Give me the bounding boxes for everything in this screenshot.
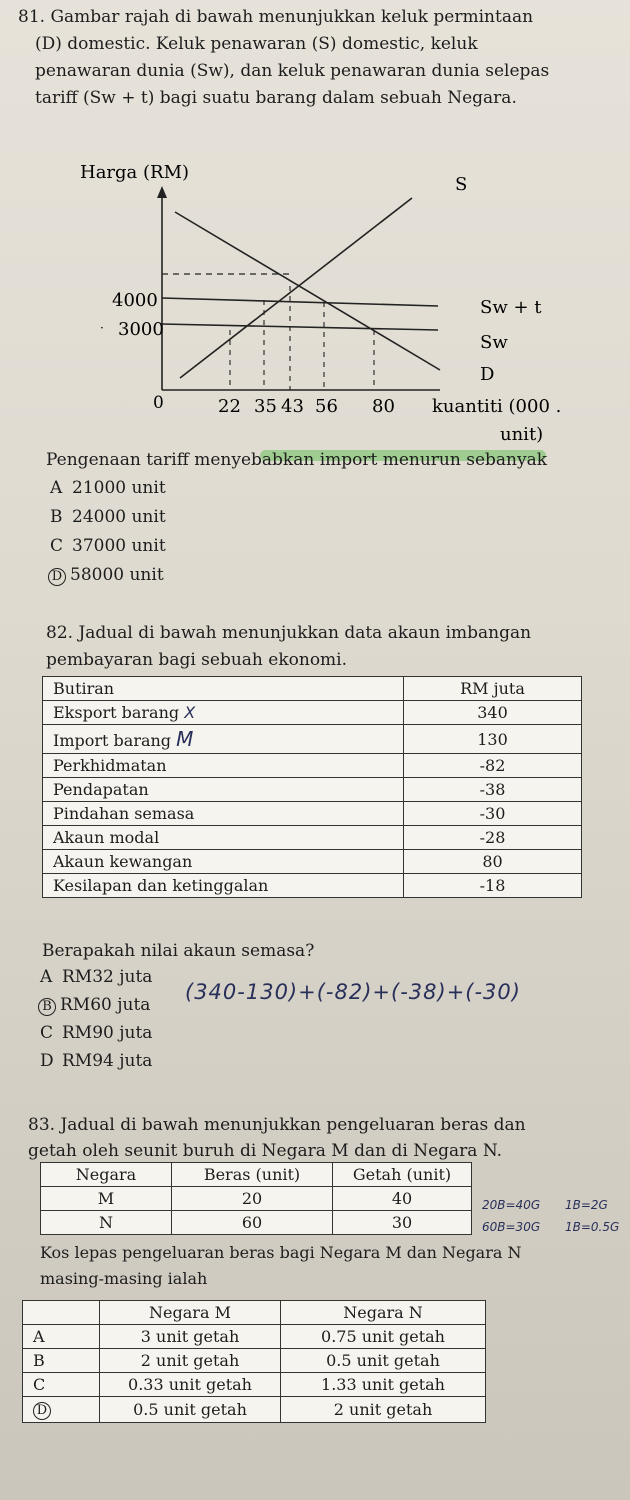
cell-m: 0.5 unit getah — [100, 1397, 281, 1423]
q81-line-4: tariff (Sw + t) bagi suatu barang dalam sebuah Negara. — [35, 88, 517, 108]
y-tick-3000: 3000 — [118, 319, 164, 340]
table-header-row — [23, 1301, 486, 1325]
balance-of-payments-table — [42, 676, 582, 898]
cell-getah: 40 — [333, 1187, 472, 1211]
row-label: Pindahan semasa — [43, 802, 404, 826]
cell-n: 1.33 unit getah — [281, 1373, 486, 1397]
q83-stem — [28, 1112, 618, 1164]
option-letter: B — [23, 1349, 100, 1373]
series-s-line — [180, 198, 412, 378]
row-value: -18 — [404, 874, 582, 898]
row-label: Perkhidmatan — [43, 754, 404, 778]
chart-xlabel-line2: unit) — [500, 424, 544, 445]
header-negara-m: Negara M — [100, 1301, 281, 1325]
cell-beras: 60 — [172, 1211, 333, 1235]
q82-stem — [46, 620, 626, 674]
table-row — [43, 701, 582, 725]
cell-n: 0.75 unit getah — [281, 1325, 486, 1349]
option-letter: A — [23, 1325, 100, 1349]
header-blank — [23, 1301, 100, 1325]
table-row[interactable] — [23, 1349, 486, 1373]
q82-option-a[interactable]: A RM32 juta — [40, 967, 153, 987]
q81-option-a[interactable]: A 21000 unit — [50, 478, 166, 498]
table-row — [41, 1187, 472, 1211]
row-value: 80 — [404, 850, 582, 874]
series-d-line — [175, 212, 440, 370]
header-getah: Getah (unit) — [333, 1163, 472, 1187]
row-value: -28 — [404, 826, 582, 850]
row-label: Kesilapan dan ketinggalan — [43, 874, 404, 898]
x-tick-43: 43 — [281, 396, 304, 417]
q81-line-2: (D) domestic. Keluk penawaran (S) domestic, keluk — [35, 34, 478, 54]
x-tick-35: 35 — [254, 396, 277, 417]
header-negara: Negara — [41, 1163, 172, 1187]
x-tick-0: 0 — [153, 393, 164, 413]
cell-beras: 20 — [172, 1187, 333, 1211]
row-label: Import barang M — [43, 725, 404, 754]
series-swt-label: Sw + t — [480, 297, 542, 318]
handwritten-m: M — [176, 727, 194, 751]
handwritten-note-2: 1B=2G — [565, 1198, 608, 1212]
series-s-label: S — [455, 174, 468, 195]
q81-question: Pengenaan tariff menyebabkan import menurun sebanyak — [46, 450, 548, 470]
cell-m: 0.33 unit getah — [100, 1373, 281, 1397]
q81-option-b[interactable]: B 24000 unit — [50, 507, 166, 527]
table-header-row — [43, 677, 582, 701]
cell-m: 2 unit getah — [100, 1349, 281, 1373]
q83-question-line-1: Kos lepas pengeluaran beras bagi Negara M dan Negara N — [40, 1243, 522, 1262]
table-header-row — [41, 1163, 472, 1187]
table-row — [43, 874, 582, 898]
table-row[interactable] — [23, 1397, 486, 1423]
circled-answer-d: D — [33, 1402, 51, 1420]
header-beras: Beras (unit) — [172, 1163, 333, 1187]
option-letter — [23, 1397, 100, 1423]
cell-negara: N — [41, 1211, 172, 1235]
q81-line-3: penawaran dunia (Sw), dan keluk penawaran dunia selepas — [35, 61, 550, 81]
table-row — [43, 754, 582, 778]
q82-question: Berapakah nilai akaun semasa? — [42, 941, 315, 961]
x-tick-80: 80 — [372, 396, 395, 417]
row-value: -38 — [404, 778, 582, 802]
handwritten-note-3: 60B=30G — [482, 1220, 541, 1234]
q82-option-d[interactable]: D RM94 juta — [40, 1051, 153, 1071]
q82-line-2: pembayaran bagi sebuah ekonomi. — [46, 650, 348, 670]
series-sw-label: Sw — [480, 332, 508, 353]
q81-stem — [18, 4, 618, 112]
cell-negara: M — [41, 1187, 172, 1211]
table-row — [41, 1211, 472, 1235]
y-tick-4000: 4000 — [112, 290, 158, 311]
q83-line-2: getah oleh seunit buruh di Negara M dan di Negara N. — [28, 1141, 503, 1161]
row-label: Akaun kewangan — [43, 850, 404, 874]
series-sw-line — [162, 324, 438, 330]
q81-option-d[interactable]: D 58000 unit — [48, 564, 164, 586]
q83-question — [40, 1240, 620, 1292]
row-value: -82 — [404, 754, 582, 778]
row-value: 130 — [404, 725, 582, 754]
series-d-label: D — [480, 364, 495, 385]
circled-answer-b: B — [38, 998, 56, 1016]
table-row — [43, 725, 582, 754]
q82-option-b[interactable]: B RM60 juta — [38, 994, 150, 1016]
production-table — [40, 1162, 472, 1235]
table-row[interactable] — [23, 1373, 486, 1397]
table-row — [43, 826, 582, 850]
cell-n: 2 unit getah — [281, 1397, 486, 1423]
header-butiran: Butiran — [43, 677, 404, 701]
opportunity-cost-table — [22, 1300, 486, 1423]
table-row[interactable] — [23, 1325, 486, 1349]
q81-line-1: 81. Gambar rajah di bawah menunjukkan keluk permintaan — [18, 7, 534, 27]
table-row — [43, 850, 582, 874]
dot-mark: · — [100, 321, 104, 335]
row-label: Akaun modal — [43, 826, 404, 850]
header-rm-juta: RM juta — [404, 677, 582, 701]
q81-option-c[interactable]: C 37000 unit — [50, 536, 166, 556]
row-label: Pendapatan — [43, 778, 404, 802]
x-tick-22: 22 — [218, 396, 241, 417]
y-axis-arrow — [157, 186, 167, 198]
q82-line-1: 82. Jadual di bawah menunjukkan data akaun imbangan — [46, 623, 532, 643]
row-value: -30 — [404, 802, 582, 826]
circled-answer-d: D — [48, 568, 66, 586]
series-swt-line — [162, 298, 438, 306]
handwritten-note-4: 1B=0.5G — [565, 1220, 620, 1234]
handwritten-note-1: 20B=40G — [482, 1198, 541, 1212]
cell-n: 0.5 unit getah — [281, 1349, 486, 1373]
chart-xlabel-line1: kuantiti (000 . — [432, 396, 562, 417]
row-value: 340 — [404, 701, 582, 725]
header-negara-n: Negara N — [281, 1301, 486, 1325]
cell-getah: 30 — [333, 1211, 472, 1235]
q83-line-1: 83. Jadual di bawah menunjukkan pengeluaran beras dan — [28, 1115, 526, 1135]
handwritten-calculation: (340-130)+(-82)+(-38)+(-30) — [185, 980, 521, 1004]
supply-demand-chart — [0, 150, 630, 450]
chart-ylabel: Harga (RM) — [80, 162, 190, 183]
handwritten-x: X — [184, 703, 196, 722]
table-row — [43, 802, 582, 826]
x-tick-56: 56 — [315, 396, 338, 417]
q83-question-line-2: masing-masing ialah — [40, 1269, 208, 1288]
cell-m: 3 unit getah — [100, 1325, 281, 1349]
row-label: Eksport barang X — [43, 701, 404, 725]
q82-option-c[interactable]: C RM90 juta — [40, 1023, 153, 1043]
option-letter: C — [23, 1373, 100, 1397]
table-row — [43, 778, 582, 802]
